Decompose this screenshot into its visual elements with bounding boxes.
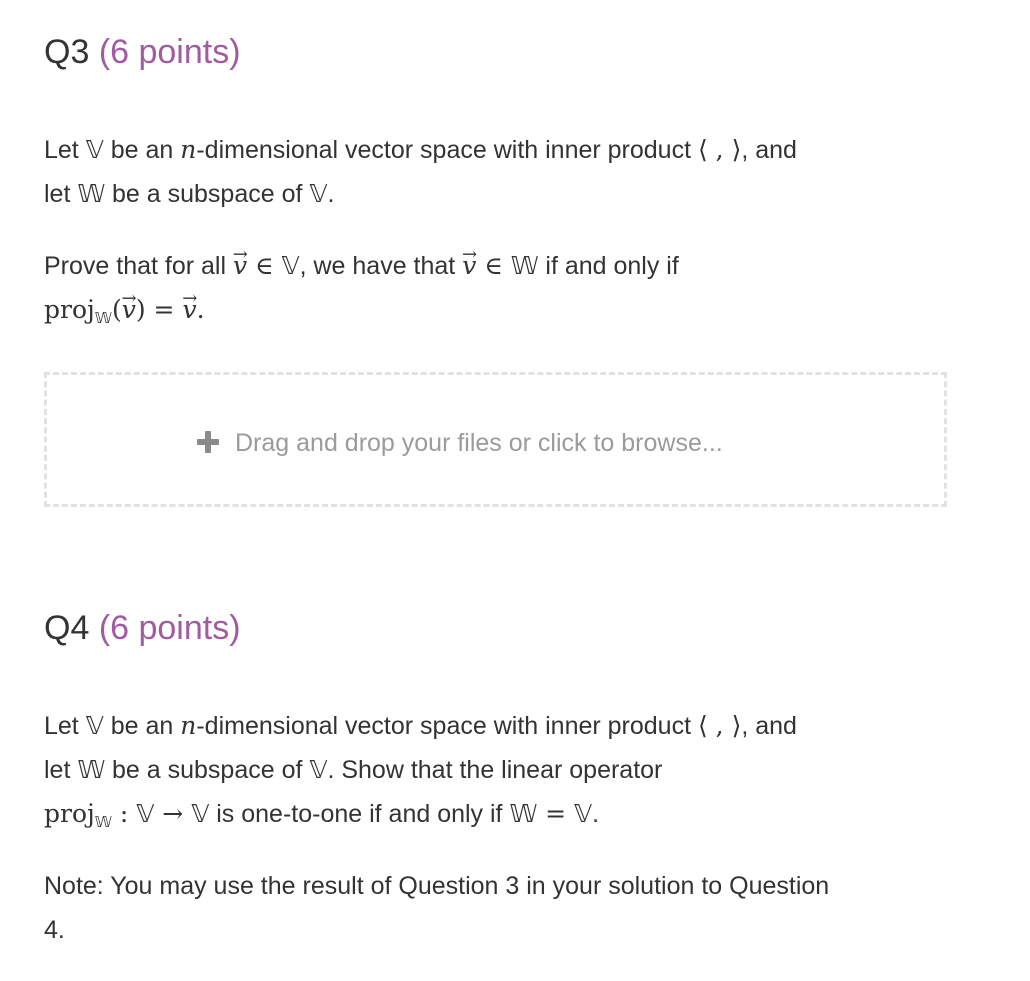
question-3-title (44, 32, 241, 72)
text: let (44, 756, 78, 784)
math-symbol: : (111, 799, 137, 828)
math-subscript: 𝕎 (94, 308, 112, 327)
text-line (44, 748, 944, 792)
text-line: Note: You may use the result of Question 3 in your solution to Question (44, 872, 830, 900)
text: -dimensional vector space with inner product (196, 712, 698, 740)
text-line (44, 704, 944, 748)
text: . (592, 800, 600, 828)
vector-v: → v (462, 244, 476, 288)
math-symbol: ) (135, 295, 146, 324)
question-number: Q3 (44, 33, 90, 71)
math-symbol: ⟨ , ⟩ (697, 711, 742, 740)
text: . Show that the linear operator (327, 756, 663, 784)
vector-v: → v (182, 288, 196, 332)
math-operator: proj (44, 799, 95, 828)
math-symbol: = (537, 799, 574, 828)
text: Let (44, 712, 86, 740)
question-4-title (44, 608, 241, 648)
question-4-note (44, 864, 944, 952)
vector-v: → v (233, 244, 247, 288)
text: , and (741, 136, 797, 164)
math-variable: n (180, 711, 197, 740)
math-symbol: 𝕍 (191, 799, 210, 828)
question-3-prompt (44, 244, 944, 332)
text: Let (44, 136, 86, 164)
math-symbol: ∈ (476, 251, 511, 280)
text: is one-to-one if and only if (209, 800, 510, 828)
math-line (44, 792, 944, 836)
text: . (327, 180, 335, 208)
text-line: 4. (44, 916, 65, 944)
text: if and only if (538, 252, 679, 280)
math-symbol: ∈ (247, 251, 282, 280)
question-points: (6 points) (98, 33, 241, 71)
question-number: Q4 (44, 609, 90, 647)
text: Prove that for all (44, 252, 233, 280)
question-4-statement (44, 704, 944, 836)
math-symbol: 𝕍 (85, 135, 104, 164)
math-symbol: . (196, 295, 205, 324)
text: -dimensional vector space with inner product (196, 136, 698, 164)
text-line (44, 128, 944, 172)
text: let (44, 180, 78, 208)
math-symbol: 𝕎 (77, 755, 106, 784)
plus-icon (197, 431, 219, 453)
dropzone-content[interactable] (197, 427, 723, 459)
text: be a subspace of (105, 756, 310, 784)
math-subscript: 𝕎 (94, 812, 112, 831)
math-symbol: 𝕍 (85, 711, 104, 740)
math-symbol: ( (111, 295, 122, 324)
text-line (44, 172, 944, 216)
math-operator: proj (44, 295, 95, 324)
math-symbol: 𝕍 (281, 251, 300, 280)
text: , and (741, 712, 797, 740)
math-variable: n (180, 135, 197, 164)
math-symbol: = (145, 295, 183, 324)
text: be an (103, 712, 181, 740)
math-symbol: 𝕍 (574, 799, 593, 828)
math-symbol: 𝕎 (509, 799, 538, 828)
math-line (44, 288, 944, 332)
dropzone-label: Drag and drop your files or click to browse... (235, 429, 723, 457)
text: be a subspace of (105, 180, 310, 208)
text: be an (103, 136, 181, 164)
text: , we have that (299, 252, 463, 280)
math-symbol: 𝕎 (77, 179, 106, 208)
math-symbol: 𝕍 (309, 179, 328, 208)
math-symbol: ⟨ , ⟩ (697, 135, 742, 164)
question-3-statement (44, 128, 944, 216)
math-symbol: 𝕍 (136, 799, 155, 828)
question-points: (6 points) (98, 609, 241, 647)
file-dropzone[interactable] (44, 372, 947, 507)
vector-v: → v (122, 288, 136, 332)
math-symbol: → (154, 799, 192, 828)
math-symbol: 𝕍 (309, 755, 328, 784)
text-line (44, 244, 944, 288)
math-symbol: 𝕎 (510, 251, 539, 280)
